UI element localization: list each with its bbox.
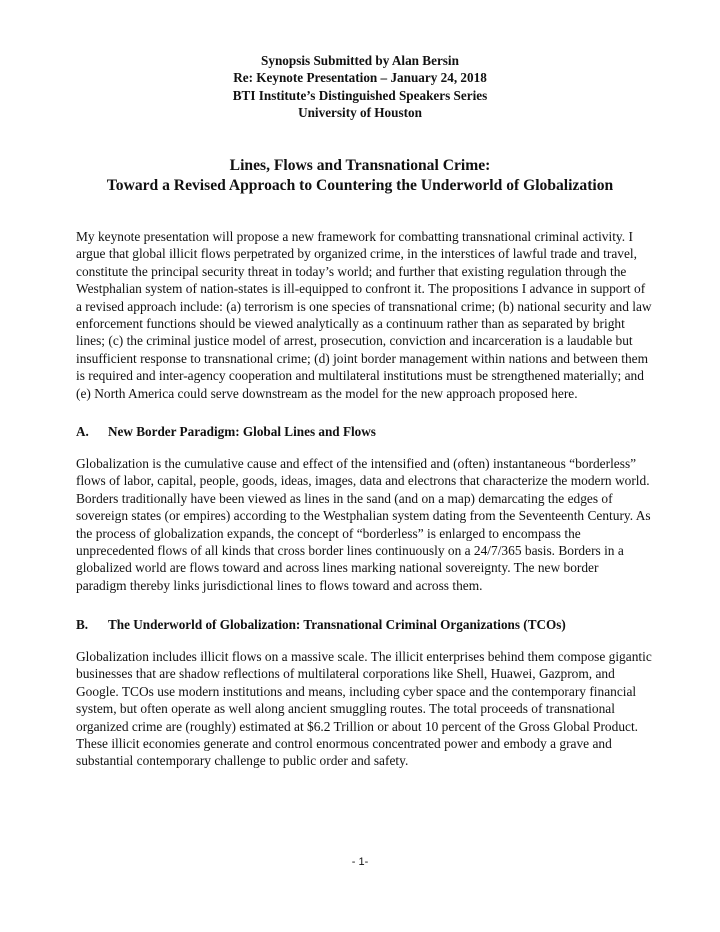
- header-line-author: Synopsis Submitted by Alan Bersin: [261, 53, 459, 68]
- title-line-1: Lines, Flows and Transnational Crime:: [229, 157, 491, 174]
- section-b-title: The Underworld of Globalization: Transnational Criminal Organizations (TCOs): [108, 617, 566, 632]
- section-b-letter: B.: [76, 617, 89, 632]
- header-line-university: University of Houston: [298, 104, 422, 120]
- intro-paragraph: My keynote presentation will propose a new framework for combatting transnational criminal activity. I argue that global illicit flows perpetrated by organized crime, in the interstices of lawful trade and travel, constitute the principal security threat in today’s world; and further that existing regulation through the Westphalian system of nation-states is ill-equipped to confront it. The propositions I advance in support of a revised approach include: (a) terrorism is one species of transnational crime; (b) national security and law enforcement functions should be viewed analytically as a continuum rather than as separated by bright lines; (c) the criminal justice model of arrest, prosecution, conviction and incarceration is a laudable but insufficient response to transnational crime; (d) joint border management within nations and between them is required and inter-agency cooperation and multilateral institutions must be strengthened materially; and (e) North America could serve downstream as the model for the new approach proposed here.: [76, 229, 652, 401]
- header-line-series: BTI Institute’s Distinguished Speakers Series: [232, 87, 488, 103]
- document-title: [0, 156, 720, 196]
- section-a-title: New Border Paradigm: Global Lines and Flows: [108, 424, 376, 439]
- section-b-paragraph: Globalization includes illicit flows on a massive scale. The illicit enterprises behind them compose gigantic businesses that are shadow reflections of multilateral corporations like Shell, Huawei, Gazprom, and Google. TCOs use modern institutions and means, including cyber space and the contemporary financial system, but often operate as well along ancient smuggling routes. The total proceeds of transnational organized crime are (roughly) estimated at $6.2 Trillion or about 10 percent of the Gross Global Product. These illicit economies generate and control enormous concentrated power and embody a grave and substantial contemporary challenge to public order and safety.: [76, 649, 652, 769]
- synopsis-header: [0, 52, 720, 121]
- header-line-re: Re: Keynote Presentation – January 24, 2018: [233, 70, 487, 86]
- section-b-heading: [76, 616, 676, 633]
- section-a-paragraph: Globalization is the cumulative cause and effect of the intensified and (often) instantaneous “borderless” flows of labor, capital, people, goods, ideas, images, data and electrons that characterize the modern world. Borders traditionally have been viewed as lines in the sand (and on a map) demarcating the edges of sovereign states (or empires) according to the Westphalian system dating from the Seventeenth Century. As the process of globalization expands, the concept of “borderless” is enlarged to encompass the unprecedented flows of all kinds that cross border lines continuously on a 24/7/365 basis. Borders in a globalized world are flows toward and across lines marking national sovereignty. The new border paradigm thereby links jurisdictional lines to flows toward and across them.: [76, 456, 651, 593]
- page-number: - 1-: [351, 856, 369, 868]
- section-a-letter: A.: [76, 424, 89, 439]
- section-a-heading: [76, 423, 676, 440]
- title-line-2: Toward a Revised Approach to Countering the Underworld of Globalization: [106, 177, 614, 194]
